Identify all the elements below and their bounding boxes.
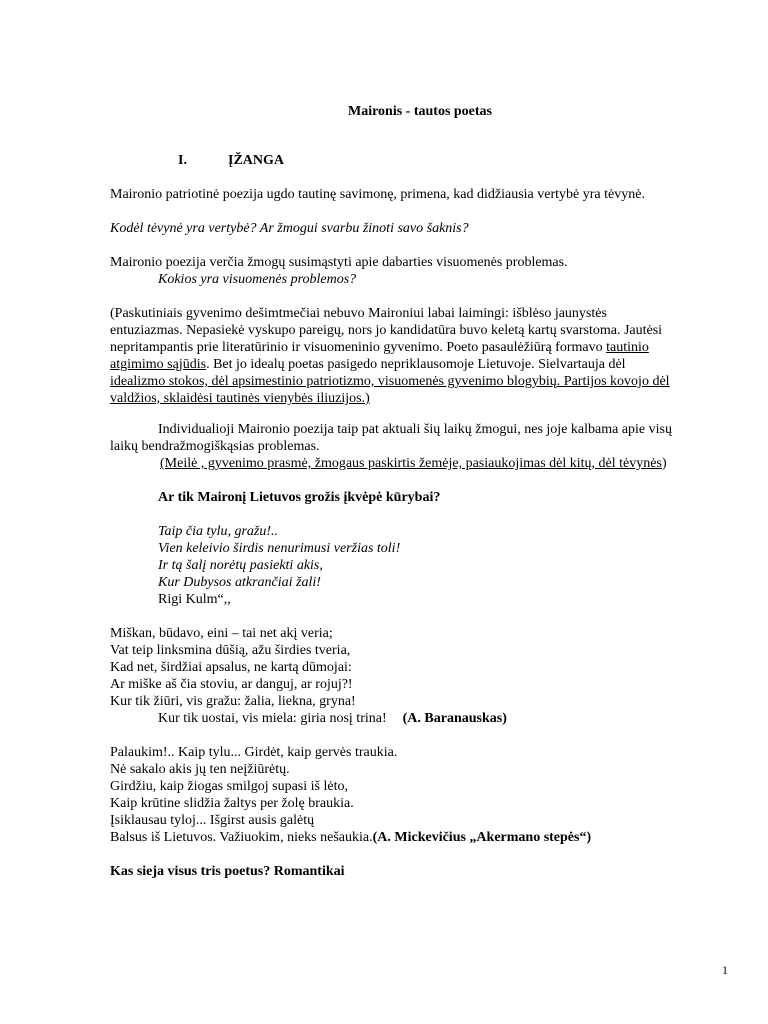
- bio-text: nepritampantis prie literatūrinio ir visuomeninio gyvenimo. Poeto pasaulėžiūrą formavo: [110, 340, 607, 355]
- poem-author: (A. Mickevičius „Akermano stepės“): [372, 830, 592, 845]
- page-number: 1: [722, 963, 728, 977]
- question-romantics: Kas sieja visus tris poetus? Romantikai: [110, 864, 345, 879]
- poem-line: Įsiklausau tyloj... Išgirst ausis galėtų: [110, 813, 315, 828]
- section-number: I.: [178, 153, 187, 168]
- page-title: Maironis - tautos poetas: [347, 104, 493, 119]
- bio-underlined: atgimimo sąjūdis: [110, 357, 207, 372]
- poem-source: Rigi Kulm“,,: [158, 592, 231, 607]
- poem-line: Nė sakalo akis jų ten neįžiūrėtų.: [110, 762, 290, 777]
- bio-line: (Paskutiniais gyvenimo dešimtmečiai nebuvo Maironiui labai laimingi: išblėso jaunystės: [110, 306, 607, 321]
- themes-underlined: (Meilė , gyvenimo prasmė, žmogaus paskirtis žemėje, pasiaukojimas dėl kitų, dėl tėvynės: [160, 456, 662, 471]
- poem-text: Balsus iš Lietuvos. Važiuokim, nieks nešaukia.: [110, 830, 373, 845]
- themes-close: ): [661, 456, 667, 471]
- poem-line: Miškan, būdavo, eini – tai net akį veria;: [110, 626, 333, 641]
- poem-line: Vat teip linksmina dūšią, ažu širdies tveria,: [110, 643, 351, 658]
- bio-line-underlined: valdžios, sklaidėsi tautinės vienybės iliuzijos.): [110, 391, 370, 406]
- poem-line: Ir tą šalį norėtų pasiekti akis,: [158, 558, 323, 573]
- poem-line: Ar miške aš čia stoviu, ar danguj, ar rojuj?!: [110, 677, 353, 692]
- paragraph-line: Individualioji Maironio poezija taip pat aktuali šių laikų žmogui, nes joje kalbama apie visų: [158, 422, 672, 437]
- problems-paragraph: Maironio poezija verčia žmogų susimąstyti apie dabarties visuomenės problemas.: [110, 255, 568, 270]
- intro-paragraph: Maironio patriotinė poezija ugdo tautinę savimonę, primena, kad didžiausia vertybė yra tėvynė.: [110, 187, 645, 202]
- bio-underlined: tautinio: [606, 340, 649, 355]
- poem-author: (A. Baranauskas): [402, 711, 507, 726]
- question-problems: Kokios yra visuomenės problemos?: [158, 272, 357, 287]
- poem-line: Kaip krūtine slidžia žaltys per žolę braukia.: [110, 796, 354, 811]
- question-inspiration: Ar tik Maironį Lietuvos grožis įkvėpė kūrybai?: [158, 490, 441, 505]
- poem-line: [110, 829, 591, 846]
- poem-line: Taip čia tylu, gražu!..: [158, 524, 279, 539]
- poem-line: Girdžiu, kaip žiogas smilgoj supasi iš lėto,: [110, 779, 348, 794]
- poem-line: Kur Dubysos atkrančiai žali!: [158, 575, 321, 590]
- themes-line: [160, 455, 667, 472]
- bio-line: entuziazmas. Nepasiekė vyskupo pareigų, nors jo kandidatūra buvo keletą kartų svarstoma. Jautėsi: [110, 323, 663, 338]
- question-homeland: Kodėl tėvynė yra vertybė? Ar žmogui svarbu žinoti savo šaknis?: [110, 221, 469, 236]
- section-heading: ĮŽANGA: [228, 153, 285, 168]
- bio-line: [110, 339, 649, 356]
- bio-line-underlined: idealizmo stokos, dėl apsimestinio patriotizmo, visuomenės gyvenimo blogybių. Partijos kovojo dėl: [110, 374, 670, 389]
- bio-line: [110, 356, 626, 373]
- bio-text: . Bet jo idealų poetas pasigedo nepriklausomoje Lietuvoje. Sielvartauja dėl: [206, 357, 626, 372]
- poem-line: [158, 710, 507, 727]
- poem-text: Kur tik uostai, vis miela: giria nosį trina!: [158, 711, 387, 726]
- poem-line: Kur tik žiūri, vis gražu: žalia, liekna, gryna!: [110, 694, 356, 709]
- paragraph-line: laikų bendražmogiškąsias problemas.: [110, 439, 320, 454]
- poem-line: Kad net, širdžiai apsalus, ne kartą dūmojai:: [110, 660, 352, 675]
- poem-line: Palaukim!.. Kaip tylu... Girdėt, kaip gervės traukia.: [110, 745, 398, 760]
- poem-line: Vien keleivio širdis nenurimusi veržias toli!: [158, 541, 401, 556]
